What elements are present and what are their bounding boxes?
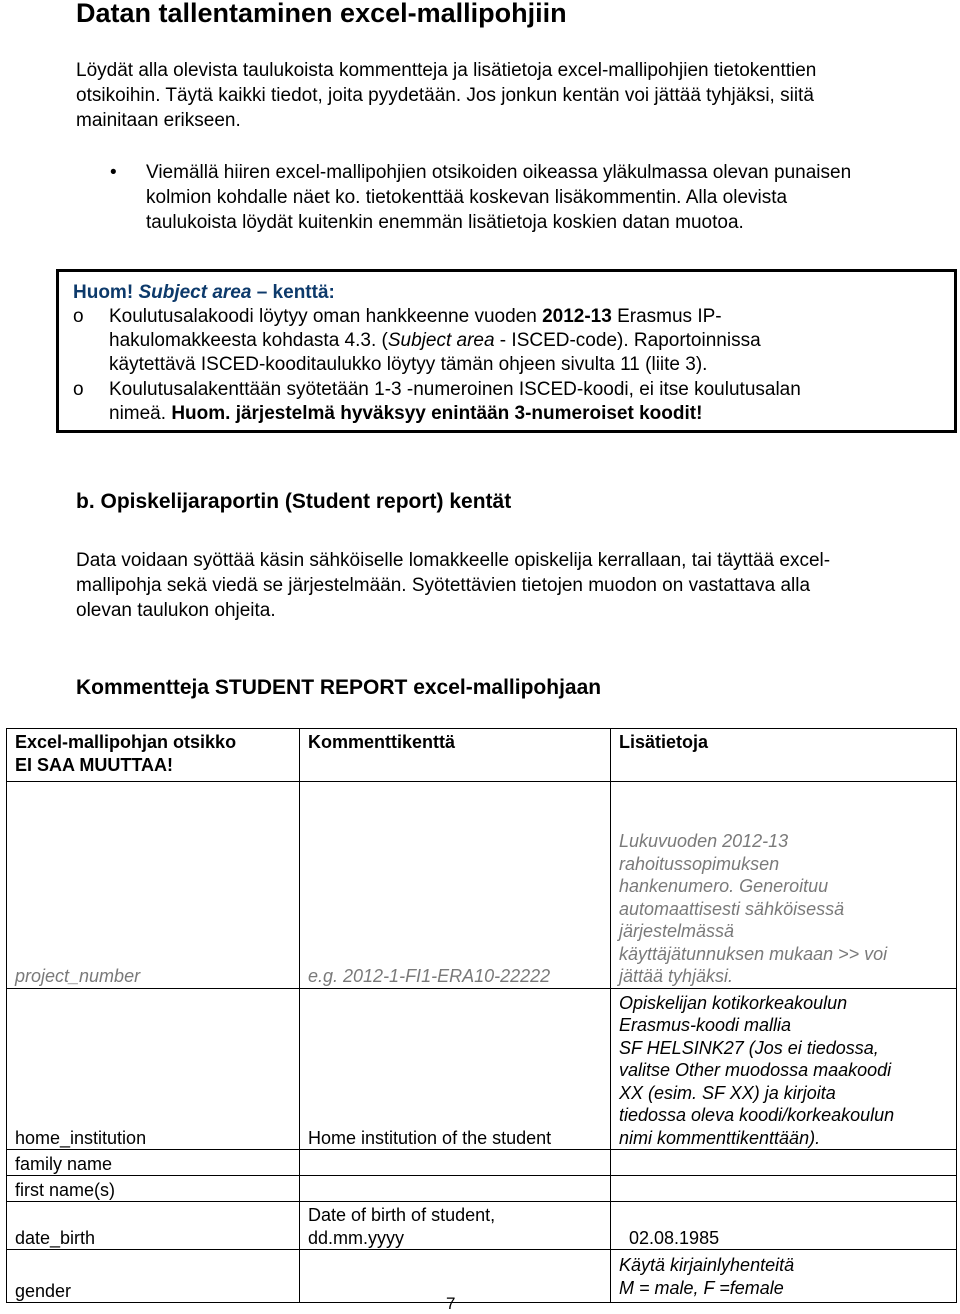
table-row [7,1150,957,1176]
field-name-cell: first name(s) [7,1176,300,1202]
intro-line: Löydät alla olevista taulukoista kommentteja ja lisätietoja excel-mallipohjien tietokenttien [76,60,817,81]
bullet-line: Viemällä hiiren excel-mallipohjien otsikoiden oikeassa yläkulmassa olevan punaisen [146,162,852,183]
notice-box [56,269,957,433]
info-cell: Käytä kirjainlyhenteitä M = male, F =female [611,1250,957,1303]
bullet-line: kolmion kohdalle näet ko. tietokenttää koskevan lisäkommentin. Alla olevista [146,187,788,208]
table-row [7,1250,957,1303]
field-name-cell: date_birth [7,1202,300,1250]
info-cell [611,1176,957,1202]
comment-cell [300,1150,611,1176]
section-b-line: Data voidaan syöttää käsin sähköiselle lomakkeelle opiskelija kerrallaan, tai täyttää excel- [76,550,831,571]
section-b-heading: b. Opiskelijaraportin (Student report) kentät [76,490,512,513]
notice-subject-area: Subject area – kenttä: [138,282,335,303]
table-title: Kommentteja STUDENT REPORT excel-mallipohjaan [76,676,602,699]
comment-cell: Home institution of the student [300,988,611,1150]
page-number: 7 [446,1294,456,1313]
table-header-row [7,729,957,782]
field-name-cell: gender [7,1250,300,1303]
page-heading: Datan tallentaminen excel-mallipohjiin [76,0,567,28]
table-row [7,782,957,989]
bullet-line: taulukoista löydät kuitenkin enemmän lisätietoja koskien datan muotoa. [146,212,744,233]
notice-item2-line2: nimeä. Huom. järjestelmä hyväksyy enintään 3-numeroiset koodit! [109,403,703,424]
list-marker-icon: o [73,379,84,400]
header-cell-comment: Kommenttikenttä [300,729,611,782]
info-cell: Opiskelijan kotikorkeakoulun Erasmus-koodi mallia SF HELSINK27 (Jos ei tiedossa, valitse Other muodossa maakoodi XX (esim. SF XX) ja kirjoita tiedossa oleva koodi/korkeakoulun nimi kommenttikenttään). [611,988,957,1150]
bullet-icon: • [110,162,117,183]
notice-item1-line3: käytettävä ISCED-kooditaulukko löytyy tämän ohjeen sivulta 11 (liite 3). [109,354,708,375]
intro-paragraph [76,58,936,133]
header-cell-field: Excel-mallipohjan otsikko EI SAA MUUTTAA! [7,729,300,782]
comment-cell: Date of birth of student, dd.mm.yyyy [300,1202,611,1250]
section-b-line: olevan taulukon ohjeita. [76,600,276,621]
comment-cell: e.g. 2012-1-FI1-ERA10-22222 [300,782,611,989]
info-cell [611,1150,957,1176]
section-b-line: mallipohja sekä viedä se järjestelmään. Syötettävien tietojen muodon on vastattava alla [76,575,811,596]
table-row [7,1202,957,1250]
table-row [7,1176,957,1202]
header-cell-info: Lisätietoja [611,729,957,782]
notice-item1-line2: hakulomakkeesta kohdasta 4.3. (Subject area - ISCED-code). Raportoinnissa [109,330,761,351]
intro-line: mainitaan erikseen. [76,110,241,131]
list-marker-icon: o [73,306,84,327]
notice-item1-line1: Koulutusalakoodi löytyy oman hankkeenne vuoden 2012-13 Erasmus IP- [109,306,722,327]
info-cell: Lukuvuoden 2012-13 rahoitussopimuksen hankenumero. Generoituu automaattisesti sähköisessä järjestelmässä käyttäjätunnuksen mukaan >> voi jättää tyhjäksi. [611,782,957,989]
info-cell: 02.08.1985 [611,1202,957,1250]
intro-line: otsikoihin. Täytä kaikki tiedot, joita pyydetään. Jos jonkun kentän voi jättää tyhjäksi, siitä [76,85,814,106]
field-name-cell: family name [7,1150,300,1176]
field-name-cell: project_number [7,782,300,989]
bullet-paragraph [146,160,936,235]
notice-title [73,281,335,305]
comment-cell [300,1176,611,1202]
notice-item2-line1: Koulutusalakenttään syötetään 1-3 -numeroinen ISCED-koodi, ei itse koulutusalan [109,379,801,400]
table-row [7,988,957,1150]
section-b-paragraph [76,548,936,623]
notice-huom: Huom! [73,282,134,303]
student-report-table [6,728,957,1303]
field-name-cell: home_institution [7,988,300,1150]
